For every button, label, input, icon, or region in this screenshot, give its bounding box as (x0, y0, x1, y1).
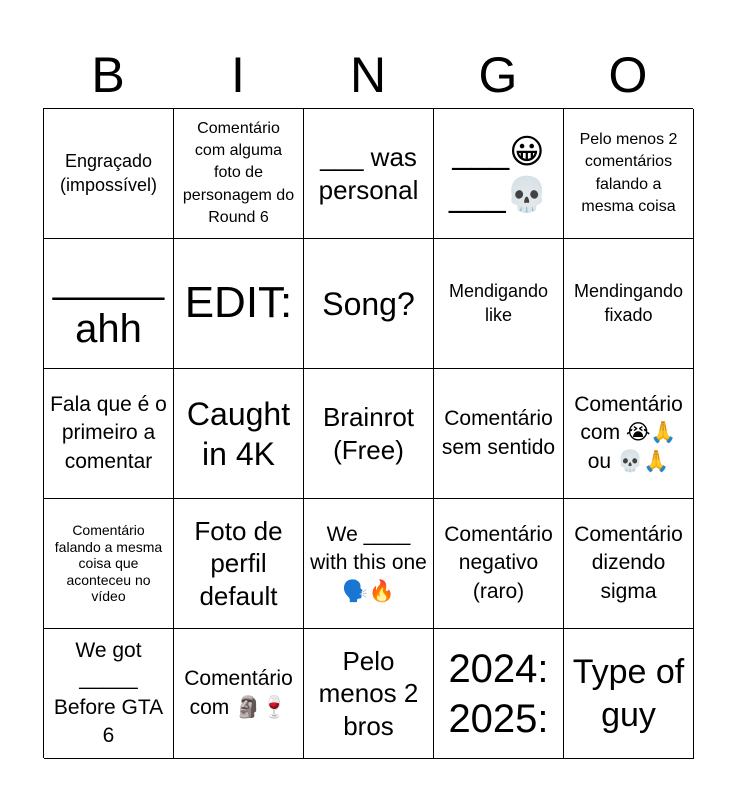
bingo-cell[interactable]: EDIT: (174, 239, 304, 369)
bingo-cell[interactable]: Comentário com alguma foto de personagem do Round 6 (174, 109, 304, 239)
bingo-board (43, 108, 693, 758)
bingo-cell[interactable]: We ____ with this one 🗣️🔥 (304, 499, 434, 629)
bingo-cell[interactable]: Comentário dizendo sigma (564, 499, 694, 629)
bingo-cell[interactable]: Fala que é o primeiro a comentar (44, 369, 174, 499)
bingo-cell[interactable]: ___ was personal (304, 109, 434, 239)
bingo-cell[interactable]: Mendingando fixado (564, 239, 694, 369)
bingo-cell[interactable]: _____ ahh (44, 239, 174, 369)
bingo-cell[interactable]: Comentário com 😭🙏 ou 💀🙏 (564, 369, 694, 499)
bingo-cell[interactable]: Pelo menos 2 bros (304, 629, 434, 759)
bingo-cell[interactable]: Engraçado (impossível) (44, 109, 174, 239)
bingo-cell[interactable]: Type of guy (564, 629, 694, 759)
header-letter-g: G (478, 47, 518, 103)
bingo-cell[interactable]: Song? (304, 239, 434, 369)
bingo-header (43, 42, 693, 108)
bingo-cell[interactable]: ___😀 ___💀 (434, 109, 564, 239)
bingo-cell[interactable]: Comentário falando a mesma coisa que aconteceu no vídeo (44, 499, 174, 629)
bingo-cell[interactable]: Comentário negativo (raro) (434, 499, 564, 629)
header-letter-n: N (349, 47, 387, 103)
header-letter-o: O (608, 47, 648, 103)
bingo-cell[interactable]: Brainrot (Free) (304, 369, 434, 499)
bingo-cell[interactable]: Mendigando like (434, 239, 564, 369)
header-letter-b: B (91, 47, 125, 103)
header-letter-i: I (231, 47, 245, 103)
bingo-cell[interactable]: 2024: 2025: (434, 629, 564, 759)
bingo-cell[interactable]: We got _____ Before GTA 6 (44, 629, 174, 759)
bingo-cell[interactable]: Caught in 4K (174, 369, 304, 499)
bingo-cell[interactable]: Foto de perfil default (174, 499, 304, 629)
bingo-cell[interactable]: Pelo menos 2 comentários falando a mesma coisa (564, 109, 694, 239)
bingo-cell[interactable]: Comentário com 🗿🍷 (174, 629, 304, 759)
bingo-cell[interactable]: Comentário sem sentido (434, 369, 564, 499)
